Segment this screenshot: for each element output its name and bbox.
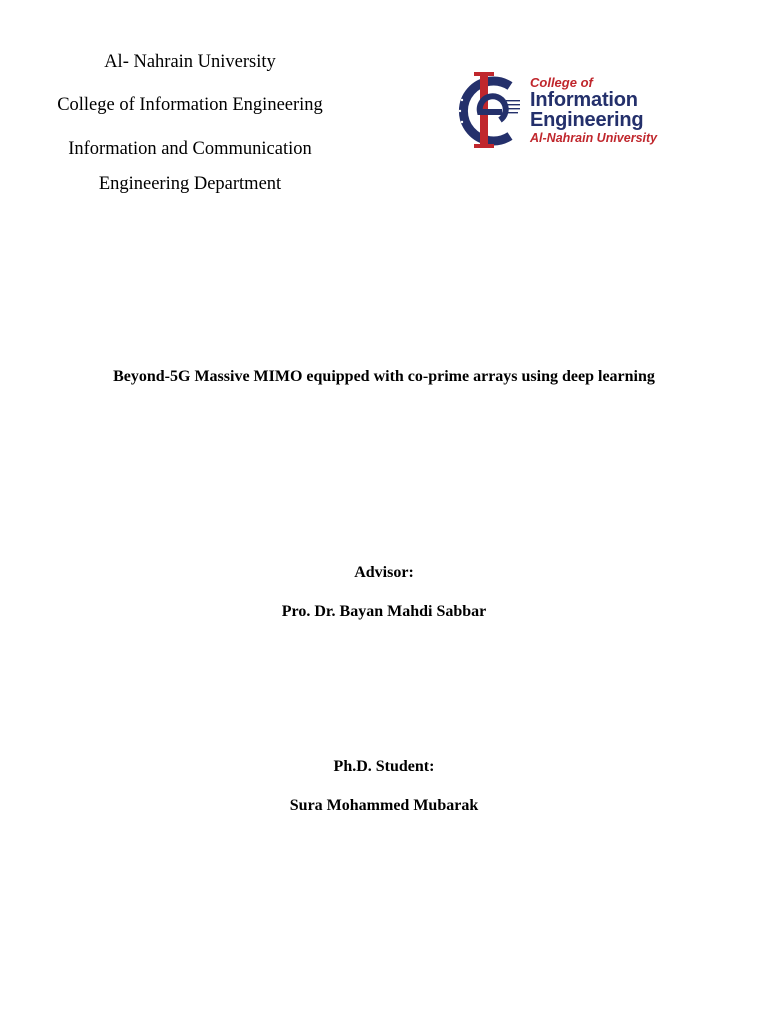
logo-text-engineering: Engineering: [530, 109, 644, 131]
university-name: Al- Nahrain University: [104, 52, 276, 72]
logo-text-university: Al-Nahrain University: [530, 131, 658, 145]
advisor-name: Pro. Dr. Bayan Mahdi Sabbar: [281, 603, 487, 620]
department-line-1: Information and Communication: [68, 139, 312, 159]
advisor-label: Advisor:: [354, 564, 414, 581]
department-line-2: Engineering Department: [98, 174, 282, 194]
college-logo: [452, 70, 684, 152]
logo-text-college-of: College of: [530, 75, 593, 90]
student-name: Sura Mohammed Mubarak: [289, 797, 479, 814]
logo-text-information: Information: [530, 89, 638, 111]
thesis-title: Beyond-5G Massive MIMO equipped with co-prime arrays using deep learning: [113, 368, 655, 385]
student-label: Ph.D. Student:: [333, 758, 435, 775]
college-name: College of Information Engineering: [57, 95, 323, 115]
college-emblem-icon: [452, 70, 532, 152]
